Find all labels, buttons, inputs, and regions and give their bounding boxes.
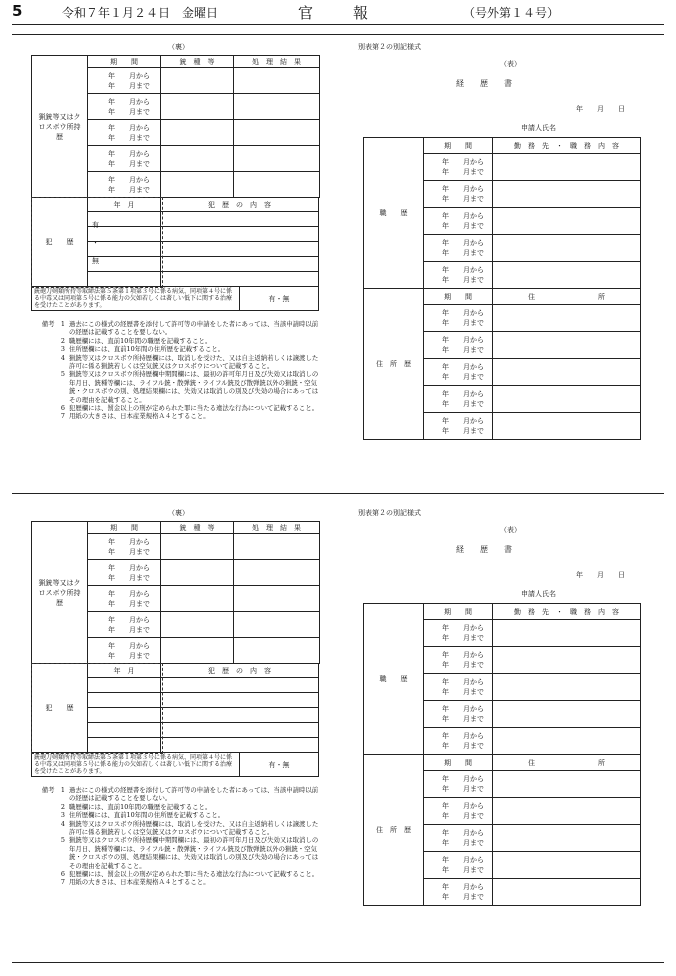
period-cell: 年 月から 年 月まで <box>88 638 161 664</box>
crime-col-date: 年 月 <box>88 664 161 678</box>
gun-col-period: 期 間 <box>88 56 161 68</box>
period-cell: 年 月から 年 月まで <box>424 852 493 879</box>
period-cell: 年 月から 年 月まで <box>424 701 493 728</box>
type-cell[interactable] <box>161 612 234 638</box>
crime-content-cell[interactable] <box>161 212 319 227</box>
period-cell: 年 月から 年 月まで <box>424 386 493 413</box>
period-cell: 年 月から 年 月まで <box>424 262 493 289</box>
gun-col-type: 銃 種 等 <box>161 522 234 534</box>
issue-date: 令和７年１月２４日 金曜日 <box>62 6 219 20</box>
job-content-cell[interactable] <box>493 181 641 208</box>
address-cell[interactable] <box>493 798 641 825</box>
page-header <box>0 0 676 26</box>
job-content-cell[interactable] <box>493 728 641 755</box>
note-item: 3 住所歴欄には、直前10年間の住所歴を記載すること。 <box>60 345 225 354</box>
address-cell[interactable] <box>493 852 641 879</box>
period-cell: 年 月から 年 月まで <box>424 879 493 906</box>
back-label: （裏） <box>168 509 189 517</box>
result-cell[interactable] <box>234 68 320 94</box>
period-cell: 年 月から 年 月まで <box>424 332 493 359</box>
note-item: 備考 1 過去にこの様式の経歴書を添付して許可等の申請をした者にあっては、当該申請時以前の経歴は記載することを要しない。 <box>41 786 319 803</box>
result-cell[interactable] <box>234 638 320 664</box>
job-col-content: 勤 務 先 ・ 職 務 内 容 <box>493 604 641 620</box>
paper-name: 官報 <box>298 4 409 22</box>
period-cell: 年 月から 年 月まで <box>424 359 493 386</box>
gun-col-result: 処 理 結 果 <box>234 56 320 68</box>
gun-col-period: 期 間 <box>88 522 161 534</box>
address-cell[interactable] <box>493 879 641 906</box>
period-cell: 年 月から 年 月まで <box>424 647 493 674</box>
result-cell[interactable] <box>234 120 320 146</box>
treatment-answer[interactable]: 有・無 <box>240 287 319 311</box>
crime-label: 犯 歴 <box>32 664 88 753</box>
address-cell[interactable] <box>493 305 641 332</box>
address-cell[interactable] <box>493 825 641 852</box>
addr-col-period: 期 間 <box>424 755 493 771</box>
note-item: 2 職歴欄には、直前10年間の職歴を記載すること。 <box>60 802 212 811</box>
form-title: 経 歴 書 <box>456 545 512 554</box>
job-content-cell[interactable] <box>493 262 641 289</box>
crime-content-cell[interactable] <box>161 257 319 272</box>
period-cell: 年 月から 年 月まで <box>424 235 493 262</box>
gun-history-table <box>31 55 320 198</box>
crime-content-cell[interactable] <box>161 227 319 242</box>
type-cell[interactable] <box>161 68 234 94</box>
crime-content-cell[interactable] <box>161 678 319 693</box>
gun-col-result: 処 理 結 果 <box>234 522 320 534</box>
date-line: 年 月 日 <box>576 571 625 579</box>
crime-content-cell[interactable] <box>161 708 319 723</box>
job-content-cell[interactable] <box>493 647 641 674</box>
address-cell[interactable] <box>493 359 641 386</box>
address-cell[interactable] <box>493 413 641 440</box>
notes <box>31 320 321 421</box>
type-cell[interactable] <box>161 120 234 146</box>
period-cell: 年 月から 年 月まで <box>88 68 161 94</box>
job-content-cell[interactable] <box>493 674 641 701</box>
front-label: （表） <box>500 526 521 534</box>
applicant-name-label: 申請人氏名 <box>521 124 556 132</box>
note-item: 7 用紙の大きさは、日本産業規格Ａ４とすること。 <box>60 412 210 421</box>
job-col-period: 期 間 <box>424 138 493 154</box>
job-content-cell[interactable] <box>493 620 641 647</box>
top-rule <box>12 34 664 35</box>
addr-col-address: 住 所 <box>493 289 641 305</box>
address-cell[interactable] <box>493 332 641 359</box>
notes <box>31 786 321 887</box>
period-cell: 年 月から 年 月まで <box>424 674 493 701</box>
period-cell: 年 月から 年 月まで <box>88 172 161 198</box>
page-number: 5 <box>12 2 23 20</box>
job-col-period: 期 間 <box>424 604 493 620</box>
crime-mark: 有 ・ 無 <box>92 221 99 265</box>
note-item: 6 犯歴欄には、罰金以上の刑が定められた罪に当たる違法な行為について記載すること。 <box>60 870 319 879</box>
note-item: 3 住所歴欄には、直前10年間の住所歴を記載すること。 <box>60 811 225 820</box>
treatment-question: 銃砲刀剣類所持等取締法第５条第１項第３号に係る病気、同項第４号に係る中毒又は同項第５号に係る能力の欠如若しくは著しい低下に関する治療を受けたことがあります。 <box>32 287 240 311</box>
crime-dashed-frame <box>31 663 163 754</box>
addr-col-period: 期 間 <box>424 289 493 305</box>
period-cell: 年 月から 年 月まで <box>424 771 493 798</box>
type-cell[interactable] <box>161 560 234 586</box>
result-cell[interactable] <box>234 560 320 586</box>
crime-content-cell[interactable] <box>161 272 319 287</box>
job-content-cell[interactable] <box>493 701 641 728</box>
crime-content-cell[interactable] <box>161 738 319 753</box>
history-table <box>363 137 641 440</box>
period-cell: 年 月から 年 月まで <box>424 825 493 852</box>
job-history-label: 職 歴 <box>364 604 424 755</box>
result-cell[interactable] <box>234 172 320 198</box>
crime-label: 犯 歴 <box>32 198 88 287</box>
bottom-rule <box>12 962 664 963</box>
history-table <box>363 603 641 906</box>
period-cell: 年 月から 年 月まで <box>424 181 493 208</box>
result-cell[interactable] <box>234 146 320 172</box>
result-cell[interactable] <box>234 534 320 560</box>
period-cell: 年 月から 年 月まで <box>424 305 493 332</box>
type-cell[interactable] <box>161 146 234 172</box>
gun-col-type: 銃 種 等 <box>161 56 234 68</box>
result-cell[interactable] <box>234 612 320 638</box>
job-content-cell[interactable] <box>493 208 641 235</box>
note-item: 2 職歴欄には、直前10年間の職歴を記載すること。 <box>60 336 212 345</box>
note-item: 5 猟銃等又はクロスボウ所持歴欄中期間欄には、最初の許可年月日及び失効又は取消しの年月日、銃種等欄には、ライフル銃・散弾銃・ライフル銃及び散弾銃以外の猟銃・空気銃・クロスボウの別、処理結果欄には、失効又は取消しの別及び失効の場合にあってはその理由を記載すること。 <box>60 370 319 404</box>
header-rule <box>12 24 664 25</box>
job-history-label: 職 歴 <box>364 138 424 289</box>
period-cell: 年 月から 年 月まで <box>424 413 493 440</box>
gun-history-table <box>31 521 320 664</box>
period-cell: 年 月から 年 月まで <box>88 94 161 120</box>
period-cell: 年 月から 年 月まで <box>88 586 161 612</box>
form-title: 経 歴 書 <box>456 79 512 88</box>
crime-dashed-frame <box>31 197 163 288</box>
date-line: 年 月 日 <box>576 105 625 113</box>
issue-number: （号外第１４号） <box>463 6 560 20</box>
result-cell[interactable] <box>234 94 320 120</box>
front-label: （表） <box>500 60 521 68</box>
type-cell[interactable] <box>161 586 234 612</box>
period-cell: 年 月から 年 月まで <box>424 798 493 825</box>
treatment-question: 銃砲刀剣類所持等取締法第５条第１項第３号に係る病気、同項第４号に係る中毒又は同項第５号に係る能力の欠如若しくは著しい低下に関する治療を受けたことがあります。 <box>32 753 240 777</box>
period-cell: 年 月から 年 月まで <box>424 728 493 755</box>
result-cell[interactable] <box>234 586 320 612</box>
note-item: 4 猟銃等又はクロスボウ所持歴欄には、取消しを受けた、又は自主返納若しくは譲渡した許可に係る猟銃若しくは空気銃又はクロスボウについて記載すること。 <box>60 819 319 837</box>
period-cell: 年 月から 年 月まで <box>88 560 161 586</box>
period-cell: 年 月から 年 月まで <box>424 208 493 235</box>
addr-col-address: 住 所 <box>493 755 641 771</box>
treatment-answer[interactable]: 有・無 <box>240 753 319 777</box>
address-cell[interactable] <box>493 386 641 413</box>
note-item: 6 犯歴欄には、罰金以上の刑が定められた罪に当たる違法な行為について記載すること。 <box>60 404 319 413</box>
type-cell[interactable] <box>161 638 234 664</box>
period-cell: 年 月から 年 月まで <box>88 612 161 638</box>
period-cell: 年 月から 年 月まで <box>424 154 493 181</box>
back-label: （裏） <box>168 43 189 51</box>
middle-rule <box>12 493 664 494</box>
crime-col-date: 年 月 <box>88 198 161 212</box>
address-history-label: 住 所 歴 <box>364 755 424 906</box>
period-cell: 年 月から 年 月まで <box>88 120 161 146</box>
address-history-label: 住 所 歴 <box>364 289 424 440</box>
type-cell[interactable] <box>161 534 234 560</box>
crime-col-content: 犯 歴 の 内 容 <box>161 664 319 678</box>
note-item: 備考 1 過去にこの様式の経歴書を添付して許可等の申請をした者にあっては、当該申請時以前の経歴は記載することを要しない。 <box>41 320 319 337</box>
type-cell[interactable] <box>161 94 234 120</box>
address-cell[interactable] <box>493 771 641 798</box>
crime-content-cell[interactable] <box>161 723 319 738</box>
period-cell: 年 月から 年 月まで <box>88 534 161 560</box>
note-item: 7 用紙の大きさは、日本産業規格Ａ４とすること。 <box>60 878 210 887</box>
job-col-content: 勤 務 先 ・ 職 務 内 容 <box>493 138 641 154</box>
crime-col-content: 犯 歴 の 内 容 <box>161 198 319 212</box>
crime-content-cell[interactable] <box>161 242 319 257</box>
gun-history-label: 猟銃等又はクロスボウ所持歴 <box>32 56 88 198</box>
job-content-cell[interactable] <box>493 235 641 262</box>
crime-content-cell[interactable] <box>161 693 319 708</box>
applicant-name-label: 申請人氏名 <box>521 590 556 598</box>
form-label: 別表第２の別記様式 <box>358 43 421 51</box>
job-content-cell[interactable] <box>493 154 641 181</box>
gun-history-label: 猟銃等又はクロスボウ所持歴 <box>32 522 88 664</box>
note-item: 4 猟銃等又はクロスボウ所持歴欄には、取消しを受けた、又は自主返納若しくは譲渡した許可に係る猟銃若しくは空気銃又はクロスボウについて記載すること。 <box>60 353 319 371</box>
period-cell: 年 月から 年 月まで <box>88 146 161 172</box>
type-cell[interactable] <box>161 172 234 198</box>
period-cell: 年 月から 年 月まで <box>424 620 493 647</box>
note-item: 5 猟銃等又はクロスボウ所持歴欄中期間欄には、最初の許可年月日及び失効又は取消しの年月日、銃種等欄には、ライフル銃・散弾銃・ライフル銃及び散弾銃以外の猟銃・空気銃・クロスボウの別、処理結果欄には、失効又は取消しの別及び失効の場合にあってはその理由を記載すること。 <box>60 836 319 870</box>
form-label: 別表第２の別記様式 <box>358 509 421 517</box>
